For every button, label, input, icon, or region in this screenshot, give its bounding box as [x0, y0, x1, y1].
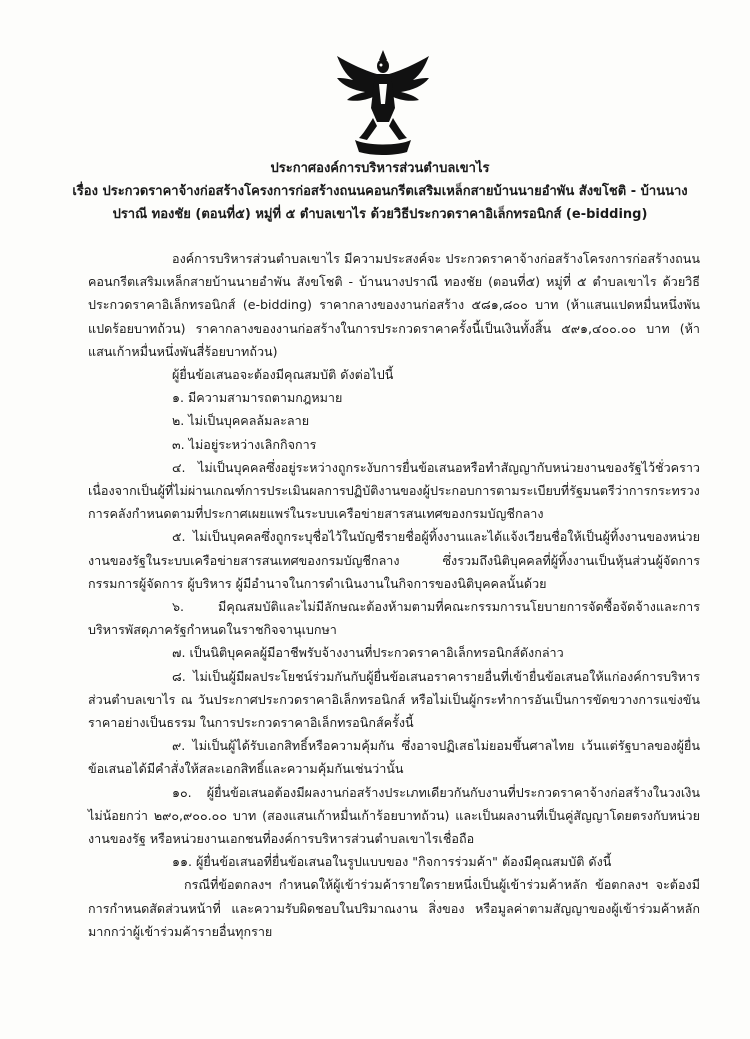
qualification-item-5: ๕. ไม่เป็นบุคคลซึ่งถูกระบุชื่อไว้ในบัญชีรายชื่อผู้ทิ้งงานและได้แจ้งเวียนชื่อให้เป็นผู้ทิ้งงานของหน่วยงานของรัฐในระบบเครือข่ายสารสนเทศของกรมบัญชีกลาง ซึ่งรวมถึงนิติบุคคลที่ผู้ทิ้งงานเป็นหุ้นส่วนผู้จัดการ กรรมการผู้จัดการ ผู้บริหาร ผู้มีอำนาจในการดำเนินงานในกิจการของนิติบุคคลนั้นด้วย — [88, 529, 700, 591]
qualification-item-6: ๖. มีคุณสมบัติและไม่มีลักษณะต้องห้ามตามที่คณะกรรมการนโยบายการจัดซื้อจัดจ้างและการบริหารพัสดุภาครัฐกำหนดในราชกิจจานุเบกษา — [88, 599, 700, 638]
garuda-emblem — [333, 48, 433, 158]
document-body — [88, 247, 700, 943]
qualification-item-10: ๑๐. ผู้ยื่นข้อเสนอต้องมีผลงานก่อสร้างประเภทเดียวกันกับงานที่ประกวดราคาจ้างก่อสร้างในวงเงินไม่น้อยกว่า ๒๙๐,๙๐๐.๐๐ บาท (สองแสนเก้าหมื่นเก้าร้อยบาทถ้วน) และเป็นผลงานที่เป็นคู่สัญญาโดยตรงกับหน่วยงานของรัฐ หรือหน่วยงานเอกชนที่องค์การบริหารส่วนตำบลเขาไรเชื่อถือ — [88, 784, 700, 847]
qualification-item-2: ๒. ไม่เป็นบุคคลล้มละลาย — [172, 413, 310, 429]
qualification-item-3: ๓. ไม่อยู่ระหว่างเลิกกิจการ — [172, 436, 317, 452]
qualification-item-8: ๘. ไม่เป็นผู้มีผลประโยชน์ร่วมกันกับผู้ยื่นข้อเสนอราคารายอื่นที่เข้ายื่นข้อเสนอให้แก่องค์การบริหารส่วนตำบลเขาไร ณ วันประกาศประกวดราคาอิเล็กทรอนิกส์ หรือไม่เป็นผู้กระทำการอันเป็นการขัดขวางการแข่งขันราคาอย่างเป็นธรรม ในการประกวดราคาอิเล็กทรอนิกส์ครั้งนี้ — [88, 668, 700, 731]
intro-paragraph: องค์การบริหารส่วนตำบลเขาไร มีความประสงค์จะ ประกวดราคาจ้างก่อสร้างโครงการก่อสร้างถนนคอนกรีตเสริมเหล็กสายบ้านนายอำพัน สังขโชติ - บ้านนางปราณี ทองชัย (ตอนที่๕) หมู่ที่ ๕ ตำบลเขาไร ด้วยวิธีประกวดราคาอิเล็กทรอนิกส์ (e-bidding) ราคากลางของงานก่อสร้าง ๕๘๑,๘๐๐ บาท (ห้าแสนแปดหมื่นหนึ่งพันแปดร้อยบาทถ้วน) ราคากลางของงานก่อสร้างในการประกวดราคาครั้งนี้เป็นเงินทั้งสิ้น ๕๙๑,๔๐๐.๐๐ บาท (ห้าแสนเก้าหมื่นหนึ่งพันสี่ร้อยบาทถ้วน) — [88, 251, 700, 359]
qualification-item-4: ๔. ไม่เป็นบุคคลซึ่งอยู่ระหว่างถูกระงับการยื่นข้อเสนอหรือทำสัญญากับหน่วยงานของรัฐไว้ชั่วคราว เนื่องจากเป็นผู้ที่ไม่ผ่านเกณฑ์การประเมินผลการปฏิบัติงานของผู้ประกอบการตามระเบียบที่รัฐมนตรีว่าการกระทรวงการคลังกำหนดตามที่ประกาศเผยแพร่ในระบบเครือข่ายสารสนเทศของกรมบัญชีกลาง — [88, 459, 700, 522]
announcement-subject: เรื่อง ประกวดราคาจ้างก่อสร้างโครงการก่อสร้างถนนคอนกรีตเสริมเหล็กสายบ้านนายอำพัน สังขโชติ - บ้านนางปราณี ทองชัย (ตอนที่๕) หมู่ที่ ๕ ตำบลเขาไร ด้วยวิธีประกวดราคาอิเล็กทรอนิกส์ (e-bidding) — [72, 184, 688, 222]
qualification-item-9: ๙. ไม่เป็นผู้ได้รับเอกสิทธิ์หรือความคุ้มกัน ซึ่งอาจปฏิเสธไม่ยอมขึ้นศาลไทย เว้นแต่รัฐบาลของผู้ยื่นข้อเสนอได้มีคำสั่งให้สละเอกสิทธิ์และความคุ้มกันเช่นว่านั้น — [88, 738, 700, 777]
qualification-item-11: ๑๑. ผู้ยื่นข้อเสนอที่ยื่นข้อเสนอในรูปแบบของ "กิจการร่วมค้า" ต้องมีคุณสมบัติ ดังนี้ — [172, 854, 612, 870]
qualification-item-1: ๑. มีความสามารถตามกฎหมาย — [172, 390, 343, 406]
org-title: ประกาศองค์การบริหารส่วนตำบลเขาไร — [270, 161, 490, 176]
announcement-title — [60, 157, 700, 226]
qualification-item-7: ๗. เป็นนิติบุคคลผู้มีอาชีพรับจ้างงานที่ประกวดราคาอิเล็กทรอนิกส์ดังกล่าว — [172, 645, 564, 661]
qualification-item-11-detail: กรณีที่ข้อตกลงฯ กำหนดให้ผู้เข้าร่วมค้ารายใดรายหนึ่งเป็นผู้เข้าร่วมค้าหลัก ข้อตกลงฯ จะต้องมีการกำหนดสัดส่วนหน้าที่ และความรับผิดชอบในปริมาณงาน สิ่งของ หรือมูลค่าตามสัญญาของผู้เข้าร่วมค้าหลักมากกว่าผู้เข้าร่วมค้ารายอื่นทุกราย — [88, 877, 700, 939]
qualification-heading: ผู้ยื่นข้อเสนอจะต้องมีคุณสมบัติ ดังต่อไปนี้ — [172, 367, 394, 383]
